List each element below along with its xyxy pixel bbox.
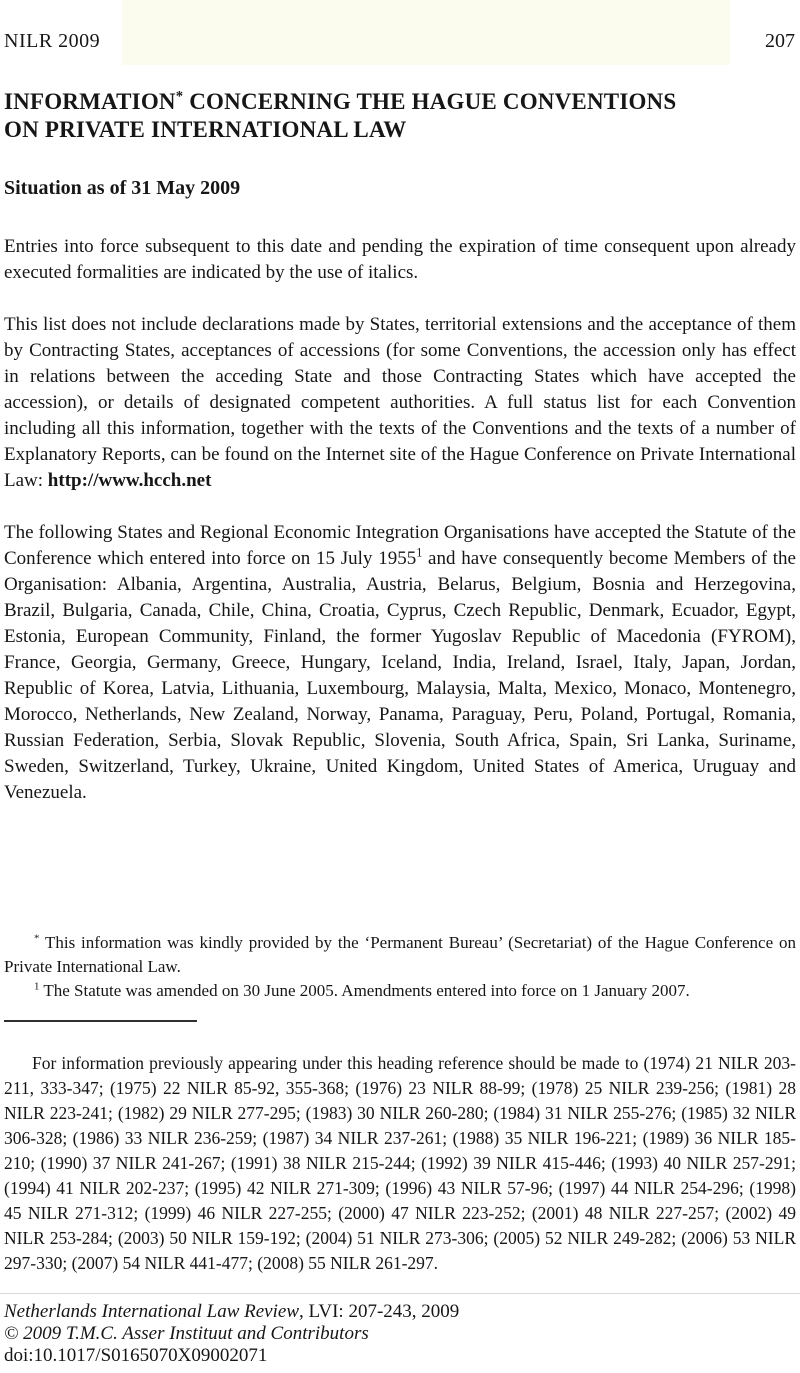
footnote-star-text: This information was kindly provided by the ‘Permanent Bureau’ (Secretariat) of the Hague Conference on Private International Law. — [4, 933, 796, 976]
page-number: 207 — [765, 30, 795, 52]
paragraph-italics-note: Entries into force subsequent to this date and pending the expiration of time consequent upon already executed formalities are indicated by the use of italics. — [4, 236, 796, 283]
situation-date-heading: Situation as of 31 May 2009 — [4, 177, 241, 199]
article-title — [4, 88, 796, 144]
title-text-1: INFORMATION — [4, 89, 176, 114]
scope-note-text: This list does not include declarations made by States, territorial extensions and the acceptance of them by Contracting States, acceptances of accessions (for some Conventions, the accession only has effect in relations between the acceding State and those Contracting States which have accepted the accession), or details of designated competent authorities. A full status list for each Convention including all this information, together with the texts of the Conventions and the texts of a number of Explanatory Reports, can be found on the Internet site of the Hague Conference on Private International Law: — [4, 314, 796, 491]
journal-citation-line — [4, 1301, 796, 1323]
title-footnote-marker: * — [175, 88, 184, 105]
members-text-after: and have consequently become Members of the Organisation: Albania, Argentina, Australia, Austria, Belarus, Belgium, Bosnia and Herzegovina, Brazil, Bulgaria, Canada, Chile, China, Croatia, Cyprus, Czech Republic, Denmark, Ecuador, Egypt, Estonia, European Community, Finland, the former Yugoslav Republic of Macedonia (FYROM), France, Georgia, Germany, Greece, Hungary, Iceland, India, Ireland, Israel, Italy, Japan, Jordan, Republic of Korea, Latvia, Lithuania, Luxembourg, Malaysia, Malta, Mexico, Monaco, Montenegro, Morocco, Netherlands, New Zealand, Norway, Panama, Paraguay, Peru, Poland, Portugal, Romania, Russian Federation, Serbia, Slovak Republic, Slovenia, South Africa, Spain, Sri Lanka, Suriname, Sweden, Switzerland, Turkey, Ukraine, United Kingdom, United States of America, Uruguay and Venezuela. — [4, 548, 796, 803]
header-highlight-box — [122, 0, 730, 65]
running-header — [0, 0, 800, 65]
footnotes-block — [4, 931, 796, 1003]
members-footnote-marker: 1 — [416, 545, 423, 560]
copyright-line: © 2009 T.M.C. Asser Instituut and Contributors — [4, 1323, 369, 1344]
journal-name-year: NILR 2009 — [4, 30, 101, 52]
footnote-star-marker: * — [34, 932, 40, 945]
paragraph-member-states — [4, 520, 796, 806]
footnote-one — [4, 979, 796, 1003]
footnote-one-marker: 1 — [34, 980, 40, 993]
footnote-star — [4, 931, 796, 979]
journal-imprint — [4, 1301, 796, 1367]
journal-citation-rest: , LVI: 207-243, 2009 — [299, 1301, 460, 1322]
members-text-before: The following States and Regional Economic Integration Organisations have accepted the Statute of the Conference which entered into force on 15 July 1955 — [4, 522, 796, 569]
footnote-divider-rule — [4, 1020, 197, 1022]
imprint-divider-rule — [0, 1293, 800, 1294]
footnote-one-text: The Statute was amended on 30 June 2005. Amendments entered into force on 1 January 2007. — [39, 981, 690, 1000]
paragraph-scope-note — [4, 312, 796, 494]
page-content — [0, 88, 800, 1367]
article-title-line1 — [4, 88, 796, 116]
title-text-2: CONCERNING THE HAGUE CONVENTIONS — [183, 89, 677, 114]
article-title-line2: ON PRIVATE INTERNATIONAL LAW — [4, 117, 407, 142]
journal-title-italic: Netherlands International Law Review — [4, 1301, 300, 1322]
previous-issues-references: For information previously appearing under this heading reference should be made to (1974) 21 NILR 203-211, 333-347; (1975) 22 NILR 85-92, 355-368; (1976) 23 NILR 88-99; (1978) 25 NILR 239-256; (1981) 28 NILR 223-241; (1982) 29 NILR 277-295; (1983) 30 NILR 260-280; (1984) 31 NILR 255-276; (1985) 32 NILR 306-328; (1986) 33 NILR 236-259; (1987) 34 NILR 237-261; (1988) 35 NILR 196-221; (1989) 36 NILR 185-210; (1990) 37 NILR 241-267; (1991) 38 NILR 215-244; (1992) 39 NILR 415-446; (1993) 40 NILR 257-291; (1994) 41 NILR 202-237; (1995) 42 NILR 271-309; (1996) 43 NILR 57-96; (1997) 44 NILR 254-296; (1998) 45 NILR 271-312; (1999) 46 NILR 227-255; (2000) 47 NILR 223-252; (2001) 48 NILR 227-257; (2002) 49 NILR 253-284; (2003) 50 NILR 159-192; (2004) 51 NILR 273-306; (2005) 52 NILR 249-282; (2006) 53 NILR 297-330; (2007) 54 NILR 441-477; (2008) 55 NILR 261-297. — [4, 1053, 796, 1273]
doi-line: doi:10.1017/S0165070X09002071 — [4, 1345, 268, 1366]
hcch-url: http://www.hcch.net — [47, 470, 212, 491]
